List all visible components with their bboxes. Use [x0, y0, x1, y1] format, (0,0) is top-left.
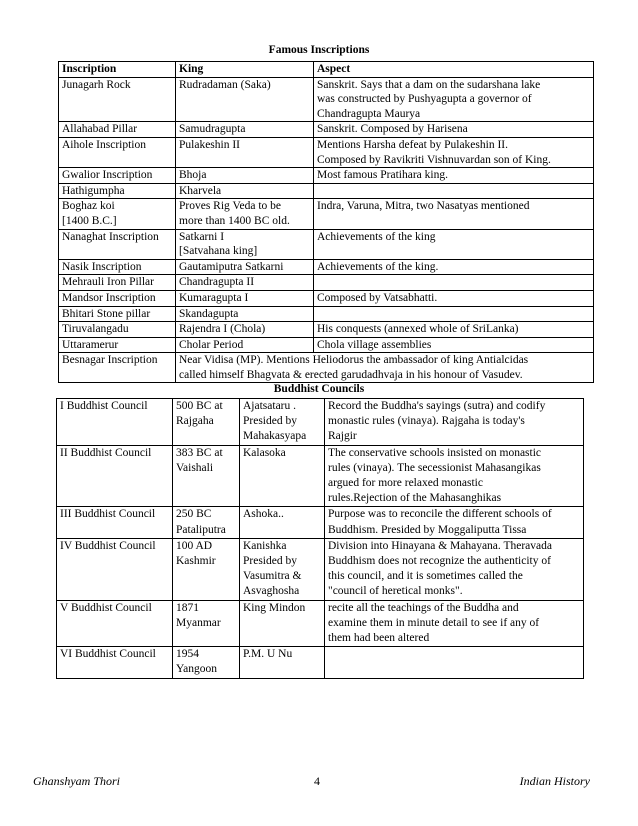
aspect-cell: Achievements of the king. [314, 259, 594, 275]
inscription-cell: Hathigumpha [59, 183, 176, 199]
description-cell [325, 647, 584, 678]
inscription-cell: Uttaramerur [59, 337, 176, 353]
footer-author: Ghanshyam Thori [33, 774, 121, 788]
aspect-cell: Indra, Varuna, Mitra, two Nasatyas mentioned [314, 199, 594, 229]
aspect-cell: Achievements of the king [314, 229, 594, 259]
date-place-cell: 100 AD Kashmir [173, 538, 240, 600]
inscription-cell: Junagarh Rock [59, 77, 176, 122]
inscription-cell: Aihole Inscription [59, 137, 176, 167]
aspect-cell: Chola village assemblies [314, 337, 594, 353]
inscription-cell: Boghaz koi [1400 B.C.] [59, 199, 176, 229]
date-place-cell: 1954 Yangoon [173, 647, 240, 678]
king-cell: Kharvela [176, 183, 314, 199]
inscription-cell: Allahabad Pillar [59, 122, 176, 138]
king-cell: Gautamiputra Satkarni [176, 259, 314, 275]
description-cell: Purpose was to reconcile the different schools of Buddhism. Presided by Moggaliputta Tissa [325, 507, 584, 538]
table-row [57, 600, 584, 647]
council-cell: V Buddhist Council [57, 600, 173, 647]
king-cell: Proves Rig Veda to be more than 1400 BC old. [176, 199, 314, 229]
council-cell: I Buddhist Council [57, 399, 173, 446]
footer-subject: Indian History [519, 774, 590, 788]
table-row [59, 199, 594, 229]
king-cell: Samudragupta [176, 122, 314, 138]
king-cell: Pulakeshin II [176, 137, 314, 167]
table-row [59, 306, 594, 322]
king-cell: Kalasoka [240, 445, 325, 507]
aspect-cell: Most famous Pratihara king. [314, 168, 594, 184]
table-row [59, 337, 594, 353]
inscription-cell: Tiruvalangadu [59, 322, 176, 338]
table-header-row [59, 62, 594, 78]
table-row [59, 229, 594, 259]
councils-table [56, 398, 584, 679]
inscription-cell: Nasik Inscription [59, 259, 176, 275]
council-cell: II Buddhist Council [57, 445, 173, 507]
table-row [57, 399, 584, 446]
description-cell: Division into Hinayana & Mahayana. Theravada Buddhism does not recognize the authenticity of this council, and it is sometimes called the "council of heretical monks". [325, 538, 584, 600]
inscriptions-title: Famous Inscriptions [268, 44, 370, 56]
table-row [57, 445, 584, 507]
inscription-cell: Mandsor Inscription [59, 290, 176, 306]
description-cell: recite all the teachings of the Buddha and examine them in minute detail to see if any of them had been altered [325, 600, 584, 647]
table-row [59, 275, 594, 291]
king-cell: Rajendra I (Chola) [176, 322, 314, 338]
king-cell: P.M. U Nu [240, 647, 325, 678]
column-header-king: King [176, 62, 314, 78]
king-cell: Ashoka.. [240, 507, 325, 538]
table-row [59, 290, 594, 306]
table-row [59, 322, 594, 338]
table-row [59, 353, 594, 383]
aspect-cell: Sanskrit. Says that a dam on the sudarshana lake was constructed by Pushyagupta a governor of Chandragupta Maurya [314, 77, 594, 122]
inscription-cell: Gwalior Inscription [59, 168, 176, 184]
table-row [57, 507, 584, 538]
inscription-cell: Bhitari Stone pillar [59, 306, 176, 322]
aspect-cell [314, 306, 594, 322]
king-cell: Cholar Period [176, 337, 314, 353]
council-cell: VI Buddhist Council [57, 647, 173, 678]
table-row [59, 137, 594, 167]
table-row [59, 183, 594, 199]
table-row [59, 259, 594, 275]
aspect-cell: Sanskrit. Composed by Harisena [314, 122, 594, 138]
description-cell: Record the Buddha's sayings (sutra) and codify monastic rules (vinaya). Rajgaha is today's Rajgir [325, 399, 584, 446]
aspect-cell [314, 183, 594, 199]
date-place-cell: 250 BC Pataliputra [173, 507, 240, 538]
councils-title: Buddhist Councils [273, 383, 365, 395]
date-place-cell: 500 BC at Rajgaha [173, 399, 240, 446]
inscription-cell: Mehrauli Iron Pillar [59, 275, 176, 291]
king-cell: Skandagupta [176, 306, 314, 322]
merged-description-cell: Near Vidisa (MP). Mentions Heliodorus the ambassador of king Antialcidas called himself Bhagvata & erected garudadhvaja in his honour of Vasudev. [176, 353, 594, 383]
inscription-cell: Nanaghat Inscription [59, 229, 176, 259]
council-cell: IV Buddhist Council [57, 538, 173, 600]
table-row [59, 168, 594, 184]
aspect-cell: Composed by Vatsabhatti. [314, 290, 594, 306]
date-place-cell: 1871 Myanmar [173, 600, 240, 647]
column-header-inscription: Inscription [59, 62, 176, 78]
inscriptions-table [58, 61, 594, 383]
table-row [57, 538, 584, 600]
table-row [59, 122, 594, 138]
king-cell: King Mindon [240, 600, 325, 647]
king-cell: Chandragupta II [176, 275, 314, 291]
king-cell: Satkarni I [Satvahana king] [176, 229, 314, 259]
aspect-cell: Mentions Harsha defeat by Pulakeshin II. Composed by Ravikriti Vishnuvardan son of King. [314, 137, 594, 167]
king-cell: Kumaragupta I [176, 290, 314, 306]
table-row [57, 647, 584, 678]
aspect-cell [314, 275, 594, 291]
king-cell: Kanishka Presided by Vasumitra & Asvaghosha [240, 538, 325, 600]
council-cell: III Buddhist Council [57, 507, 173, 538]
inscription-cell: Besnagar Inscription [59, 353, 176, 383]
date-place-cell: 383 BC at Vaishali [173, 445, 240, 507]
footer-page-number: 4 [314, 774, 320, 788]
king-cell: Bhoja [176, 168, 314, 184]
aspect-cell: His conquests (annexed whole of SriLanka) [314, 322, 594, 338]
table-row [59, 77, 594, 122]
description-cell: The conservative schools insisted on monastic rules (vinaya). The secessionist Mahasangikas argued for more relaxed monastic rules.Rejection of the Mahasanghikas [325, 445, 584, 507]
column-header-aspect: Aspect [314, 62, 594, 78]
king-cell: Ajatsataru . Presided by Mahakasyapa [240, 399, 325, 446]
king-cell: Rudradaman (Saka) [176, 77, 314, 122]
